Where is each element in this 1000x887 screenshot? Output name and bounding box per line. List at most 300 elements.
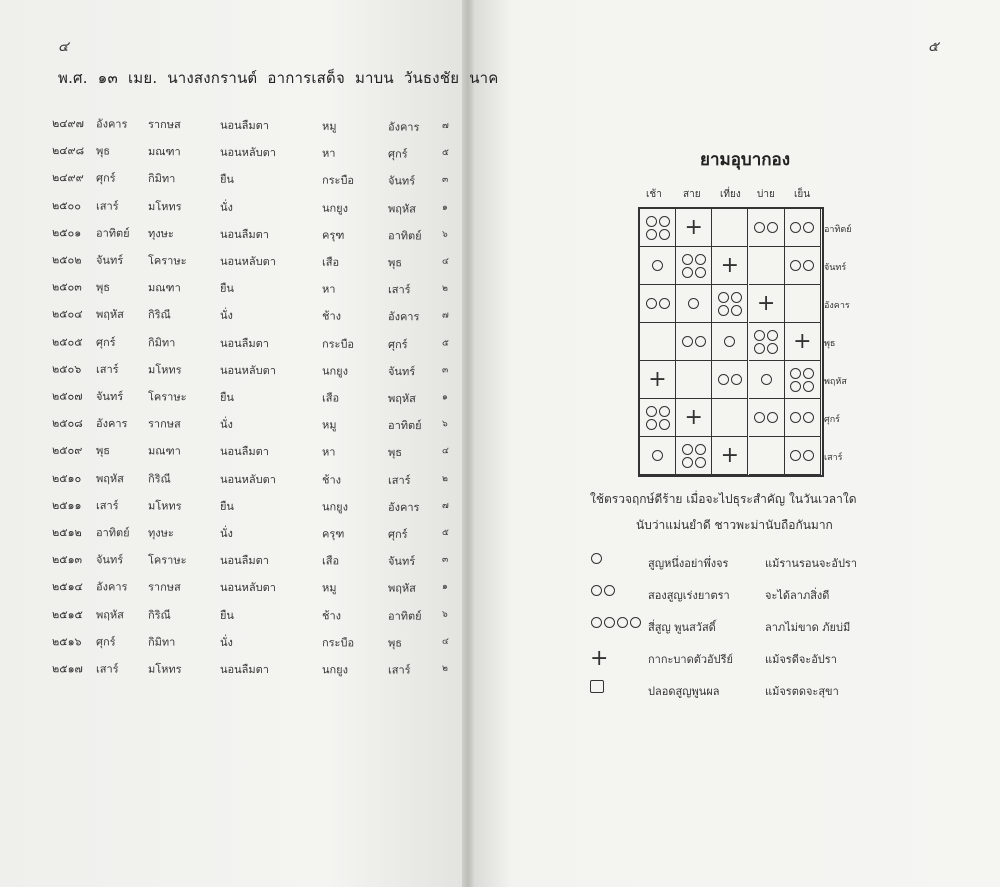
table-cell: อาทิตย์ <box>387 419 422 433</box>
square-mark <box>590 680 604 693</box>
table-cell: นอนลืมตา <box>219 118 270 133</box>
caption-line-2: นับว่าแม่นยำดี ชาวพะม่านับถือกันมาก <box>636 518 833 532</box>
table-cell: นอนหลับตา <box>219 254 277 269</box>
circle-mark <box>790 450 801 461</box>
circle-mark <box>754 330 765 341</box>
grid-cell <box>785 361 821 399</box>
plus-mark: + <box>756 290 776 316</box>
grid-cell <box>749 361 785 399</box>
table-cell: ศุกร์ <box>95 635 116 649</box>
table-row <box>52 223 452 247</box>
table-cell: อังคาร <box>95 417 128 431</box>
table-cell: ยืน <box>219 390 235 404</box>
caption-line-1: ใช้ตรวจฤกษ์ดีร้าย เมื่อจะไปธุระสำคัญ ในวันเวลาใด <box>590 492 857 506</box>
table-cell: ๒๕๑๐ <box>51 471 82 485</box>
table-cell: เสาร์ <box>387 473 411 487</box>
table-cell: ๒๕๐๗ <box>51 389 83 403</box>
circle-mark <box>790 412 801 423</box>
grid-cell <box>712 247 748 285</box>
table-cell: ศุกร์ <box>387 147 408 161</box>
plus-mark: + <box>720 252 740 278</box>
table-cell: พุธ <box>387 446 403 460</box>
grid-cell <box>785 247 821 285</box>
table-cell: ๒๕๑๖ <box>51 635 82 649</box>
legend-meaning: กากะบาดตัวอัปรีย์ <box>648 653 733 666</box>
table-row <box>52 659 452 680</box>
day-label: อังคาร <box>824 301 850 311</box>
table-row <box>52 250 452 273</box>
table-cell: ครุฑ <box>321 228 345 242</box>
table-row <box>52 496 452 518</box>
grid-cell <box>712 437 748 475</box>
table-cell: นกยูง <box>321 500 349 514</box>
table-cell: หมู <box>321 581 337 595</box>
table-cell: เสาร์ <box>95 362 119 376</box>
header-cell: นางสงกรานต์ <box>167 69 258 87</box>
table-cell: ช้าง <box>321 473 342 487</box>
grid-cell <box>676 247 712 285</box>
legend-symbol <box>590 648 608 670</box>
circle-mark <box>682 254 693 265</box>
table-cell: กิมิทา <box>147 172 176 186</box>
grid-cell <box>640 361 676 399</box>
table-cell: ๒๔๙๗ <box>51 116 84 131</box>
table-cell: พุธ <box>387 636 402 650</box>
circle-mark <box>731 292 742 303</box>
circle-mark <box>646 216 657 227</box>
table-cell: นอนลืมตา <box>219 227 270 241</box>
legend-symbol <box>590 680 604 697</box>
table-cell: ๒๕๐๕ <box>51 335 83 349</box>
table-cell: กระบือ <box>321 174 355 188</box>
grid-cell <box>785 285 821 323</box>
circle-mark <box>646 406 657 417</box>
table-cell: รากษส <box>147 580 181 595</box>
table-cell: จันทร์ <box>387 364 416 378</box>
circle-mark <box>659 229 670 240</box>
circle-mark <box>731 305 742 316</box>
grid-cell <box>640 247 676 285</box>
day-label: เสาร์ <box>824 453 843 463</box>
plus-mark: + <box>648 366 667 392</box>
plus-mark: + <box>684 214 703 240</box>
table-cell: กิริณี <box>147 471 171 486</box>
table-cell: ๓ <box>441 175 449 186</box>
circle-mark <box>718 305 729 316</box>
table-cell: พุธ <box>95 280 111 294</box>
table-cell: เสาร์ <box>95 662 119 676</box>
table-cell: ๒๕๐๒ <box>51 253 82 267</box>
table-cell: เสาร์ <box>387 283 411 297</box>
table-cell: นั่ง <box>219 309 233 323</box>
table-cell: จันทร์ <box>95 253 124 267</box>
table-cell: ๒๕๑๓ <box>51 553 83 567</box>
grid-cell <box>640 285 676 323</box>
table-cell: มโหทร <box>147 363 182 377</box>
circle-mark <box>604 617 615 628</box>
table-cell: ๒ <box>441 473 448 484</box>
circle-mark <box>695 267 706 278</box>
table-cell: อังคาร <box>387 310 420 324</box>
table-row <box>52 414 452 437</box>
table-cell: จันทร์ <box>387 554 416 568</box>
grid-cell <box>676 361 712 399</box>
circle-mark <box>652 450 663 461</box>
table-cell: เสาร์ <box>387 663 411 677</box>
grid-cell <box>785 437 821 475</box>
table-cell: ๕ <box>441 148 449 159</box>
table-cell: นอนลืมตา <box>219 554 270 568</box>
legend-symbol <box>590 616 642 633</box>
legend-meaning: สูญหนึ่งอย่าพึ่งจร <box>648 557 729 570</box>
circle-mark <box>754 222 765 233</box>
table-cell: รากษส <box>147 417 181 431</box>
table-cell: ศุกร์ <box>387 337 408 351</box>
legend-meaning: สองสูญเร่งยาตรา <box>648 589 730 602</box>
plus-mark: + <box>684 404 703 430</box>
table-cell: อาทิตย์ <box>387 229 422 243</box>
legend-meaning: สี่สูญ พูนสวัสดิ์ <box>648 621 716 634</box>
circle-mark <box>646 419 657 430</box>
table-row <box>52 605 452 627</box>
table-cell: อังคาร <box>387 500 420 514</box>
grid-cell <box>749 323 785 361</box>
grid-cell <box>712 209 748 247</box>
grid-cell <box>640 437 676 475</box>
table-cell: ๗ <box>441 120 449 132</box>
table-cell: ยืน <box>219 608 234 622</box>
table-cell: ๓ <box>441 365 449 376</box>
table-cell: ๒๕๐๙ <box>51 444 83 458</box>
table-cell: หา <box>321 445 336 459</box>
circle-mark <box>682 444 693 455</box>
header-cell: อาการเสด็จ <box>267 69 345 87</box>
table-cell: ๕ <box>441 527 449 539</box>
table-cell: ศุกร์ <box>95 335 116 349</box>
circle-mark <box>767 412 778 423</box>
table-cell: นอนหลับตา <box>219 145 277 160</box>
table-row <box>52 523 452 545</box>
circle-mark <box>659 406 670 417</box>
table-cell: ๒๕๑๗ <box>51 662 83 676</box>
header-cell: นาค <box>469 69 499 87</box>
circle-mark <box>659 216 670 227</box>
table-cell: อังคาร <box>95 117 128 131</box>
table-cell: นั่ง <box>219 526 233 540</box>
table-cell: หา <box>321 282 336 296</box>
table-cell: พฤหัส <box>95 607 124 622</box>
table-cell: นกยูง <box>321 364 349 378</box>
table-cell: พฤหัส <box>387 201 416 216</box>
day-label: ศุกร์ <box>824 415 840 425</box>
table-cell: ๖ <box>441 229 448 240</box>
chart-title: ยามอุบากอง <box>700 150 791 170</box>
circle-mark <box>682 457 693 468</box>
grid-cell <box>676 437 712 475</box>
header-cell: ๑๓ <box>97 69 118 87</box>
table-cell: พฤหัส <box>387 391 416 406</box>
table-cell: กิมิทา <box>147 335 176 350</box>
table-cell: พฤหัส <box>95 471 124 485</box>
table-row <box>52 359 452 382</box>
table-cell: ๔ <box>441 256 449 267</box>
day-label: พุธ <box>824 339 836 349</box>
table-cell: พุธ <box>95 444 111 458</box>
table-cell: ๕ <box>441 338 449 349</box>
legend-note: แม้จรตดจะสุขา <box>765 685 839 698</box>
table-cell: จันทร์ <box>95 389 124 404</box>
circle-mark <box>652 260 663 271</box>
table-row <box>52 278 452 301</box>
header-cell: มาบน <box>354 69 394 87</box>
circle-mark <box>695 254 706 265</box>
circle-mark <box>790 222 801 233</box>
plus-mark: + <box>720 442 740 468</box>
table-cell: ๒ <box>441 283 448 294</box>
table-row <box>52 305 452 328</box>
right-page-number: ๕ <box>928 39 939 55</box>
grid-cell <box>785 399 821 437</box>
circle-mark <box>724 336 735 347</box>
time-column-label: บ่าย <box>757 189 775 200</box>
legend-symbol <box>590 584 616 601</box>
table-cell: พุธ <box>387 256 403 270</box>
header-cell: วันธงชัย <box>403 69 460 87</box>
table-cell: หมู <box>321 119 337 133</box>
auspicious-time-grid <box>638 207 824 477</box>
circle-mark <box>591 585 602 596</box>
circle-mark <box>803 450 814 461</box>
table-row <box>52 577 452 599</box>
circle-mark <box>790 381 801 392</box>
table-cell: พฤหัส <box>387 582 416 596</box>
table-cell: นอนลืมตา <box>219 336 270 350</box>
table-cell: มโหทร <box>147 662 182 676</box>
grid-cell <box>712 323 748 361</box>
table-cell: ๑ <box>441 582 448 593</box>
table-cell: อาทิตย์ <box>387 609 422 623</box>
table-cell: อังคาร <box>95 580 128 594</box>
table-header <box>58 66 509 90</box>
table-cell: อาทิตย์ <box>95 226 130 240</box>
table-cell: พฤหัส <box>95 308 124 322</box>
table-cell: ๒๕๐๘ <box>51 416 83 431</box>
table-cell: ๒๕๑๕ <box>51 607 83 621</box>
circle-mark <box>695 336 706 347</box>
table-cell: ๒๕๐๐ <box>51 198 82 212</box>
table-cell: รากษส <box>147 117 181 132</box>
table-cell: ๖ <box>441 609 448 620</box>
table-cell: ศุกร์ <box>95 171 116 186</box>
table-cell: นอนหลับตา <box>219 581 276 595</box>
table-cell: ๒๕๐๓ <box>51 280 82 294</box>
table-cell: ยืน <box>219 281 235 296</box>
circle-mark <box>754 343 765 354</box>
table-cell: มโหทร <box>147 499 182 513</box>
table-cell: นกยูง <box>321 663 349 677</box>
table-cell: กระบือ <box>321 337 355 351</box>
circle-mark <box>767 330 778 341</box>
table-cell: กระบือ <box>321 636 355 650</box>
grid-cell <box>712 285 748 323</box>
table-cell: ช้าง <box>321 309 342 324</box>
table-cell: ๑ <box>441 392 448 403</box>
table-cell: ช้าง <box>321 608 342 622</box>
table-cell: ศุกร์ <box>387 527 408 541</box>
table-cell: โคราษะ <box>147 553 187 567</box>
table-cell: ยืน <box>219 173 235 187</box>
table-cell: นอนหลับตา <box>219 363 277 377</box>
circle-mark <box>695 444 706 455</box>
grid-cell <box>712 399 748 437</box>
legend-note: จะได้ลาภสิ่งดี <box>765 589 830 602</box>
day-label: อาทิตย์ <box>824 225 852 235</box>
circle-mark <box>591 553 602 564</box>
table-cell: เสาร์ <box>95 199 119 213</box>
plus-mark: + <box>793 328 812 354</box>
circle-mark <box>761 374 772 385</box>
grid-cell <box>640 209 676 247</box>
grid-cell <box>676 209 712 247</box>
table-row <box>52 114 452 138</box>
table-cell: อาทิตย์ <box>95 526 130 540</box>
table-cell: มโหทร <box>147 199 182 213</box>
grid-cell <box>749 209 785 247</box>
table-cell: ยืน <box>219 499 235 513</box>
circle-mark <box>646 229 657 240</box>
circle-mark <box>803 260 814 271</box>
table-cell: ๒๕๑๒ <box>51 525 82 540</box>
left-page-number: ๔ <box>58 39 69 55</box>
circle-mark <box>803 381 814 392</box>
header-cell: เมย. <box>127 69 158 87</box>
table-cell: ๒๕๑๔ <box>51 580 83 594</box>
grid-cell <box>749 285 785 323</box>
table-cell: ๒๔๙๙ <box>51 171 84 185</box>
table-cell: จันทร์ <box>95 553 124 567</box>
table-cell: กิริณี <box>147 608 171 622</box>
grid-cell <box>785 323 821 361</box>
header-cell: พ.ศ. <box>58 69 88 87</box>
time-column-label: เที่ยง <box>720 189 741 200</box>
day-label: จันทร์ <box>824 263 847 273</box>
time-column-label: เย็น <box>794 189 811 200</box>
circle-mark <box>790 368 801 379</box>
circle-mark <box>688 298 699 309</box>
table-row <box>52 632 452 654</box>
circle-mark <box>617 617 628 628</box>
grid-cell <box>712 361 748 399</box>
legend-note: ลาภไม่ขาด ภัยบ่มี <box>765 621 851 634</box>
table-cell: โคราษะ <box>147 390 187 404</box>
circle-mark <box>767 222 778 233</box>
table-cell: ๗ <box>441 310 449 321</box>
table-cell: มณฑา <box>147 281 181 295</box>
grid-cell <box>749 437 785 475</box>
table-row <box>52 387 452 410</box>
table-row <box>52 550 452 572</box>
table-cell: นั่ง <box>219 635 233 649</box>
circle-mark <box>682 267 693 278</box>
circle-mark <box>695 457 706 468</box>
table-cell: หมู <box>321 418 337 432</box>
table-cell: โคราษะ <box>147 254 187 268</box>
table-cell: ๖ <box>441 419 448 430</box>
circle-mark <box>754 412 765 423</box>
circle-mark <box>803 412 814 423</box>
book-gutter <box>462 0 474 887</box>
grid-cell <box>749 399 785 437</box>
table-cell: ๔ <box>441 446 449 457</box>
table-cell: ทุงษะ <box>147 226 174 241</box>
table-cell: กิริณี <box>147 308 171 322</box>
legend-note: แม้รานรอนจะอัปรา <box>765 557 858 570</box>
table-cell: นอนหลับตา <box>219 472 276 486</box>
table-cell: ทุงษะ <box>147 526 174 540</box>
table-cell: พุธ <box>95 144 111 158</box>
circle-mark <box>630 617 641 628</box>
grid-cell <box>676 285 712 323</box>
grid-cell <box>676 323 712 361</box>
table-cell: นอนลืมตา <box>219 445 270 459</box>
legend-note: แม้จรดีจะอัปรา <box>765 653 837 666</box>
legend-symbol <box>590 552 603 569</box>
legend-meaning: ปลอดสูญพูนผล <box>648 685 720 698</box>
day-label: พฤหัส <box>824 377 847 387</box>
table-cell: กิมิทา <box>147 635 176 649</box>
table-cell: ๒ <box>441 663 448 674</box>
table-cell: ๑ <box>441 202 448 213</box>
circle-mark <box>718 374 729 385</box>
circle-mark <box>659 419 670 430</box>
table-cell: หา <box>321 146 336 161</box>
table-row <box>52 332 452 355</box>
table-cell: เสาร์ <box>95 498 119 513</box>
grid-cell <box>785 209 821 247</box>
table-cell: เสือ <box>321 255 340 269</box>
table-cell: ๒๕๐๖ <box>51 362 82 376</box>
circle-mark <box>731 374 742 385</box>
table-cell: นั่ง <box>219 417 233 432</box>
table-cell: ๒๔๙๘ <box>51 144 85 158</box>
circle-mark <box>790 260 801 271</box>
table-cell: ๗ <box>441 500 449 511</box>
grid-cell <box>640 399 676 437</box>
circle-mark <box>604 585 615 596</box>
table-row <box>52 441 452 464</box>
circle-mark <box>646 298 657 309</box>
grid-cell <box>676 399 712 437</box>
table-cell: ๔ <box>441 636 449 647</box>
table-cell: เสือ <box>321 554 340 568</box>
time-column-label: เช้า <box>646 189 662 200</box>
grid-cell <box>749 247 785 285</box>
table-cell: นั่ง <box>219 200 233 214</box>
table-cell: เสือ <box>321 391 340 405</box>
table-cell: อังคาร <box>387 120 420 134</box>
circle-mark <box>767 343 778 354</box>
table-cell: ครุฑ <box>321 527 345 541</box>
table-cell: มณฑา <box>147 145 181 159</box>
table-cell: จันทร์ <box>387 174 416 188</box>
plus-mark: + <box>590 646 609 671</box>
table-cell: นกยูง <box>321 201 349 215</box>
table-cell: ๓ <box>441 555 449 566</box>
table-row <box>52 468 452 490</box>
table-row <box>52 196 452 220</box>
circle-mark <box>803 222 814 233</box>
circle-mark <box>591 617 602 628</box>
